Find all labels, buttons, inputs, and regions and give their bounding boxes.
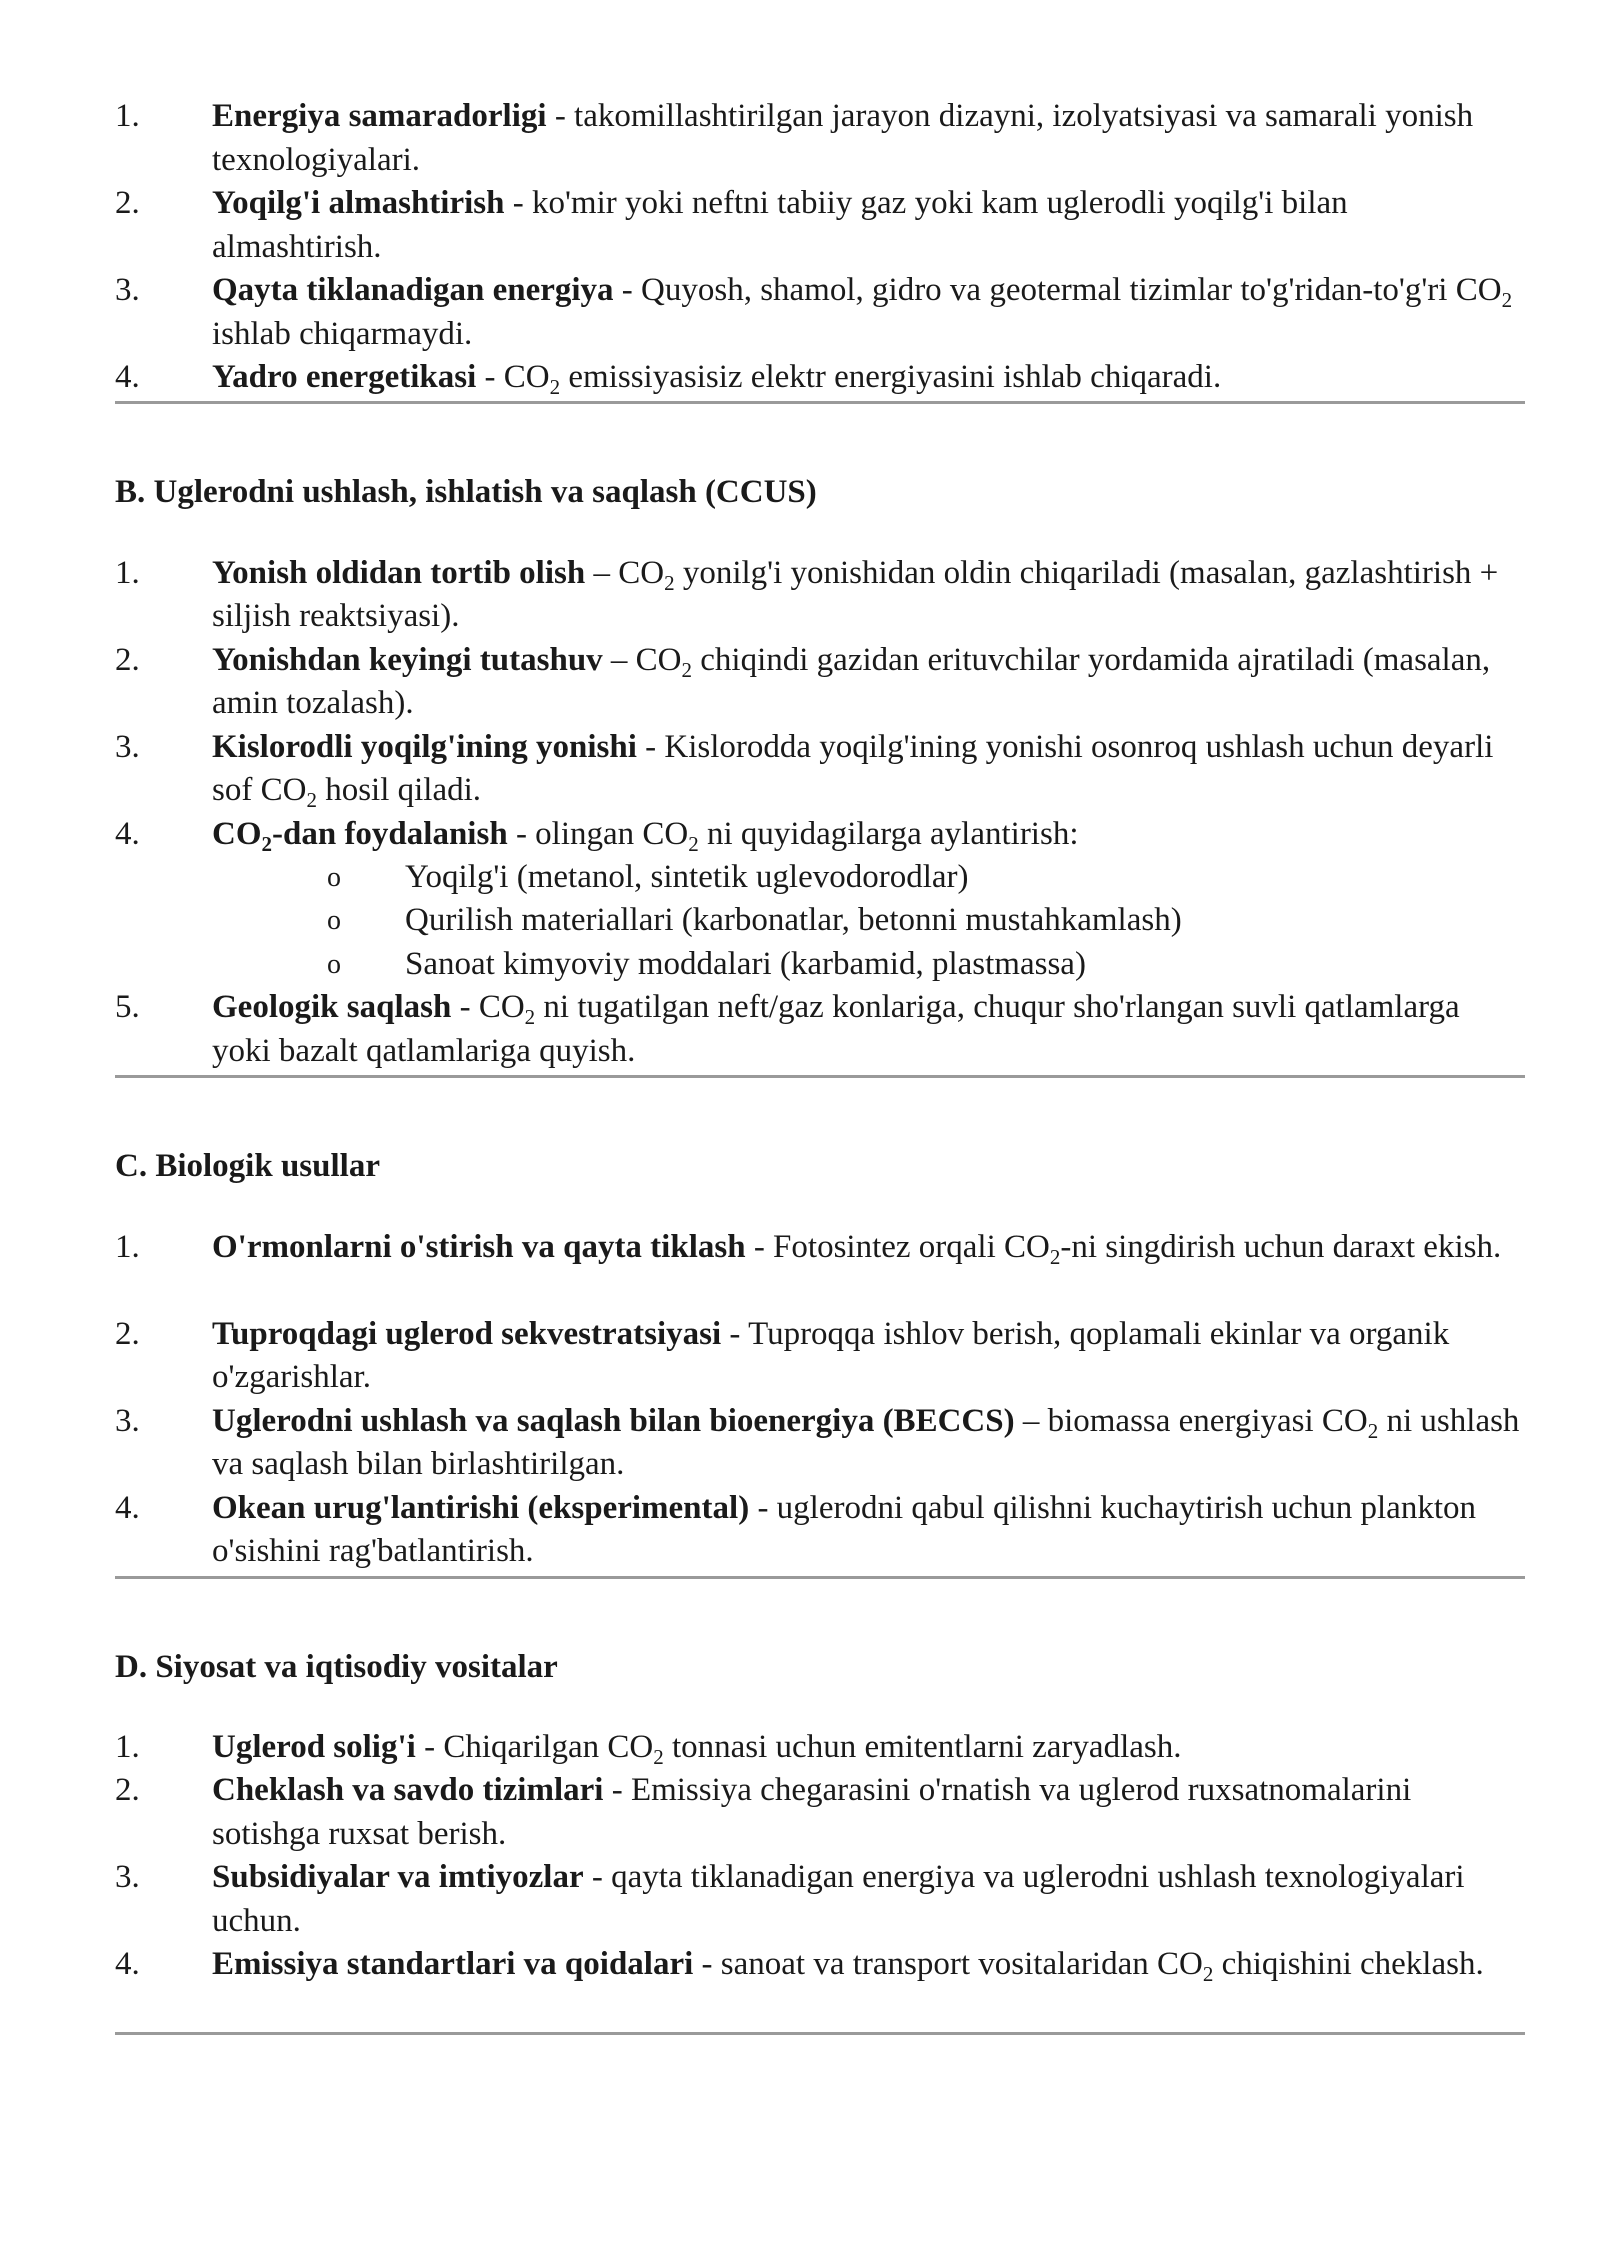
item-text: - ko'mir yoki neftni tabiiy gaz yoki kam uglerodli yoqilg'i bilan almashtirish. [212, 185, 1348, 265]
item-text: - Kislorodda yoqilg'ining yonishi osonroq ushlash uchun deyarli sof $CO_2$ hosil qiladi. [212, 728, 1494, 812]
list-item [115, 1856, 1525, 1943]
item-heading: Yoqilg'i almashtirish [212, 185, 505, 221]
item-number: 1. [115, 1228, 140, 1265]
list-item [115, 182, 1525, 269]
item-heading: Tuproqdagi uglerod sekvestratsiyasi [212, 1315, 722, 1352]
section-a-list [115, 95, 1525, 399]
list-item [115, 269, 1525, 356]
item-number: 2. [115, 1772, 140, 1808]
section-d [115, 1646, 1525, 2036]
section-c [115, 1145, 1525, 1579]
item-heading: Energiya samaradorligi [212, 98, 547, 134]
list-item [115, 95, 1525, 182]
item-text: - takomillashtirilgan jarayon dizayni, izolyatsiyasi va samarali yonish texnologiyalari. [212, 98, 1474, 178]
section-c-list [115, 1226, 1525, 1574]
item-number: 1. [115, 554, 140, 591]
section-b-list [115, 552, 1525, 1074]
item-text: - olingan $CO_2$ ni quyidagilarga aylantirish: [507, 815, 1079, 856]
item-text: - $CO_2$ ni tugatilgan neft/gaz konlariga, chuqur sho'rlangan suvli qatlamlarga yoki bazalt qatlamlariga quyish. [212, 989, 1460, 1069]
list-item [115, 1769, 1525, 1856]
bullet-icon: o [327, 905, 341, 936]
section-divider [115, 401, 1525, 404]
list-item [115, 552, 1525, 639]
item-number: 2. [115, 185, 140, 221]
item-number: 4. [115, 1946, 140, 1982]
item-number: 4. [115, 359, 140, 395]
section-title: C. Biologik usullar [115, 1148, 380, 1184]
list-item [115, 639, 1525, 726]
sub-item-text: Yoqilg'i (metanol, sintetik uglevodorodlar) [405, 858, 969, 895]
section-divider [115, 1576, 1525, 1579]
item-text: - Fotosintez orqali $CO_2-ni$ singdirish uchun daraxt ekish. [745, 1228, 1502, 1269]
list-item [115, 356, 1525, 399]
item-text: - qayta tiklanadigan energiya va uglerodni ushlash texnologiyalari uchun. [212, 1859, 1465, 1939]
item-text: - uglerodni qabul qilishni kuchaytirish uchun plankton o'sishini rag'batlantirish. [212, 1489, 1476, 1569]
item-number: 1. [115, 1729, 140, 1765]
item-number: 5. [115, 989, 140, 1025]
item-heading: Qayta tiklanadigan energiya [212, 272, 614, 308]
list-item [115, 726, 1525, 813]
list-item [115, 1226, 1525, 1313]
item-heading: Uglerodni ushlash va saqlash bilan bioenergiya (BECCS) [212, 1402, 1015, 1439]
item-heading: Okean urug'lantirishi (eksperimental) [212, 1489, 750, 1526]
item-heading: $CO_2$-dan foydalanish [212, 815, 508, 856]
item-number: 3. [115, 272, 140, 308]
item-text: – biomassa energiyasi $CO_2$ ni ushlash va saqlash bilan birlashtirilgan. [212, 1402, 1520, 1482]
section-d-list [115, 1726, 1525, 2030]
list-item [115, 1726, 1525, 1769]
item-text: - Quyosh, shamol, gidro va geotermal tizimlar to'g'ridan-to'g'ri $CO_2$ ishlab chiqarmaydi. [212, 272, 1513, 352]
item-number: 1. [115, 98, 140, 134]
item-text: - Chiqarilgan $CO_2$ tonnasi uchun emitentlarni zaryadlash. [415, 1729, 1182, 1769]
section-b [115, 471, 1525, 1078]
bullet-icon: o [327, 861, 341, 893]
item-number: 3. [115, 1402, 140, 1439]
list-item [115, 1943, 1525, 2030]
item-heading: Yadro energetikasi [212, 359, 477, 395]
sub-list-item [115, 899, 1525, 943]
item-heading: Uglerod solig'i [212, 1729, 416, 1765]
item-text: - Emissiya chegarasini o'rnatish va uglerod ruxsatnomalarini sotishga ruxsat berish. [212, 1772, 1412, 1852]
sub-list-item [115, 856, 1525, 900]
item-heading: O'rmonlarni o'stirish va qayta tiklash [212, 1228, 746, 1265]
item-text: - sanoat va transport vositalaridan $CO_2$ chiqishini cheklash. [693, 1946, 1484, 1986]
item-heading: Kislorodli yoqilg'ining yonishi [212, 728, 637, 765]
section-title: D. Siyosat va iqtisodiy vositalar [115, 1648, 558, 1685]
sub-list-item [115, 943, 1525, 987]
item-number: 3. [115, 1859, 140, 1895]
item-number: 4. [115, 1489, 140, 1526]
section-divider [115, 1075, 1525, 1078]
item-heading: Yonishdan keyingi tutashuv [212, 641, 603, 678]
list-item [115, 813, 1525, 856]
item-number: 3. [115, 728, 140, 765]
item-heading: Emissiya standartlari va qoidalari [212, 1946, 694, 1982]
item-number: 2. [115, 641, 140, 678]
sub-item-text: Qurilish materiallari (karbonatlar, betonni mustahkamlash) [405, 902, 1182, 938]
section-a [115, 95, 1525, 404]
item-heading: Geologik saqlash [212, 989, 452, 1025]
list-item [115, 1313, 1525, 1400]
item-number: 2. [115, 1315, 140, 1352]
document-page [115, 95, 1525, 2035]
item-text: – $CO_2$ chiqindi gazidan erituvchilar yordamida ajratiladi (masalan, amin tozalash). [212, 641, 1491, 721]
list-item [115, 1400, 1525, 1487]
item-heading: Subsidiyalar va imtiyozlar [212, 1859, 584, 1895]
section-divider [115, 2032, 1525, 2035]
list-item [115, 986, 1525, 1073]
item-text: – $CO_2$ yonilg'i yonishidan oldin chiqariladi (masalan, gazlashtirish + siljish reaktsiyasi). [212, 554, 1499, 634]
item-number: 4. [115, 815, 140, 852]
item-text: - Tuproqqa ishlov berish, qoplamali ekinlar va organik o'zgarishlar. [212, 1315, 1450, 1395]
item-heading: Yonish oldidan tortib olish [212, 554, 586, 591]
sub-item-text: Sanoat kimyoviy moddalari (karbamid, plastmassa) [405, 945, 1086, 982]
bullet-icon: o [327, 948, 341, 980]
item-text: - $CO_2$ emissiyasisiz elektr energiyasini ishlab chiqaradi. [476, 359, 1222, 399]
item-heading: Cheklash va savdo tizimlari [212, 1772, 604, 1808]
section-title: B. Uglerodni ushlash, ishlatish va saqlash (CCUS) [115, 474, 817, 510]
list-item [115, 1487, 1525, 1574]
